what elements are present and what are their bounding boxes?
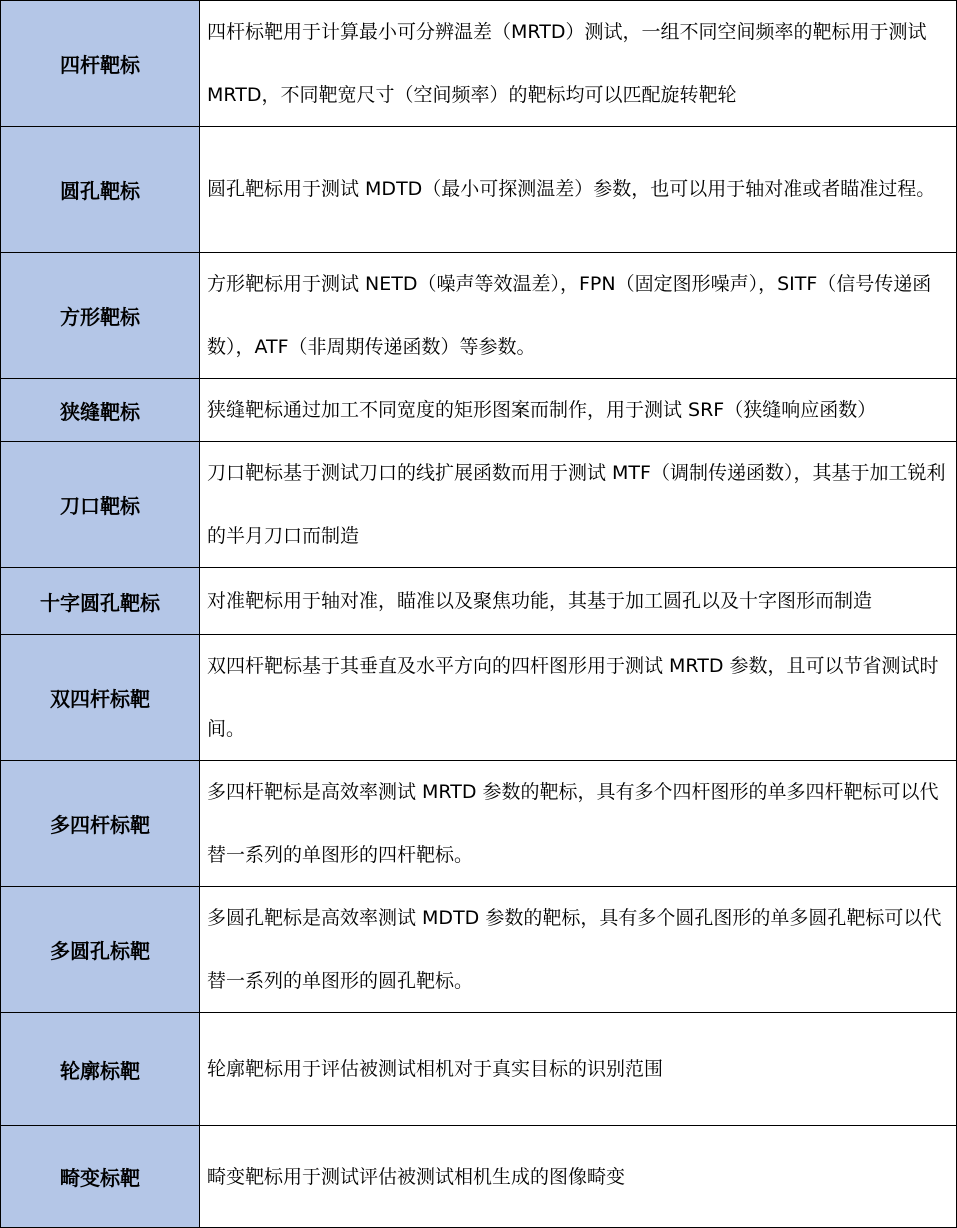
table-row [1, 1126, 957, 1228]
row-description: 刀口靶标基于测试刀口的线扩展函数而用于测试 MTF（调制传递函数），其基于加工锐利的半月刀口而制造 [200, 442, 957, 567]
row-label: 狭缝靶标 [1, 379, 200, 441]
row-label: 畸变标靶 [1, 1126, 200, 1227]
row-label: 四杆靶标 [1, 1, 200, 126]
row-description: 四杆标靶用于计算最小可分辨温差（MRTD）测试，一组不同空间频率的靶标用于测试 MRTD，不同靶宽尺寸（空间频率）的靶标均可以匹配旋转靶轮 [200, 1, 957, 126]
row-description: 方形靶标用于测试 NETD（噪声等效温差），FPN（固定图形噪声），SITF（信号传递函数），ATF（非周期传递函数）等参数。 [200, 253, 957, 378]
table-row [1, 1, 957, 127]
row-label: 方形靶标 [1, 253, 200, 378]
row-description: 轮廓靶标用于评估被测试相机对于真实目标的识别范围 [200, 1013, 957, 1125]
row-label: 轮廓标靶 [1, 1013, 200, 1125]
row-label: 刀口靶标 [1, 442, 200, 567]
row-description: 对准靶标用于轴对准，瞄准以及聚焦功能，其基于加工圆孔以及十字图形而制造 [200, 568, 957, 634]
row-label: 双四杆标靶 [1, 635, 200, 760]
table-row [1, 127, 957, 253]
table-row [1, 1013, 957, 1126]
row-description: 圆孔靶标用于测试 MDTD（最小可探测温差）参数，也可以用于轴对准或者瞄准过程。 [200, 127, 957, 252]
row-description: 双四杆靶标基于其垂直及水平方向的四杆图形用于测试 MRTD 参数，且可以节省测试时间。 [200, 635, 957, 760]
row-label: 圆孔靶标 [1, 127, 200, 252]
table-row [1, 635, 957, 761]
row-label: 多四杆标靶 [1, 761, 200, 886]
table-row [1, 253, 957, 379]
table-row [1, 568, 957, 635]
table-row [1, 379, 957, 442]
row-label: 十字圆孔靶标 [1, 568, 200, 634]
row-description: 狭缝靶标通过加工不同宽度的矩形图案而制作，用于测试 SRF（狭缝响应函数） [200, 379, 957, 441]
row-description: 多圆孔靶标是高效率测试 MDTD 参数的靶标，具有多个圆孔图形的单多圆孔靶标可以代替一系列的单图形的圆孔靶标。 [200, 887, 957, 1012]
row-description: 多四杆靶标是高效率测试 MRTD 参数的靶标，具有多个四杆图形的单多四杆靶标可以代替一系列的单图形的四杆靶标。 [200, 761, 957, 886]
row-description: 畸变靶标用于测试评估被测试相机生成的图像畸变 [200, 1126, 957, 1227]
row-label: 多圆孔标靶 [1, 887, 200, 1012]
table-row [1, 887, 957, 1013]
table-row [1, 761, 957, 887]
table-row [1, 442, 957, 568]
